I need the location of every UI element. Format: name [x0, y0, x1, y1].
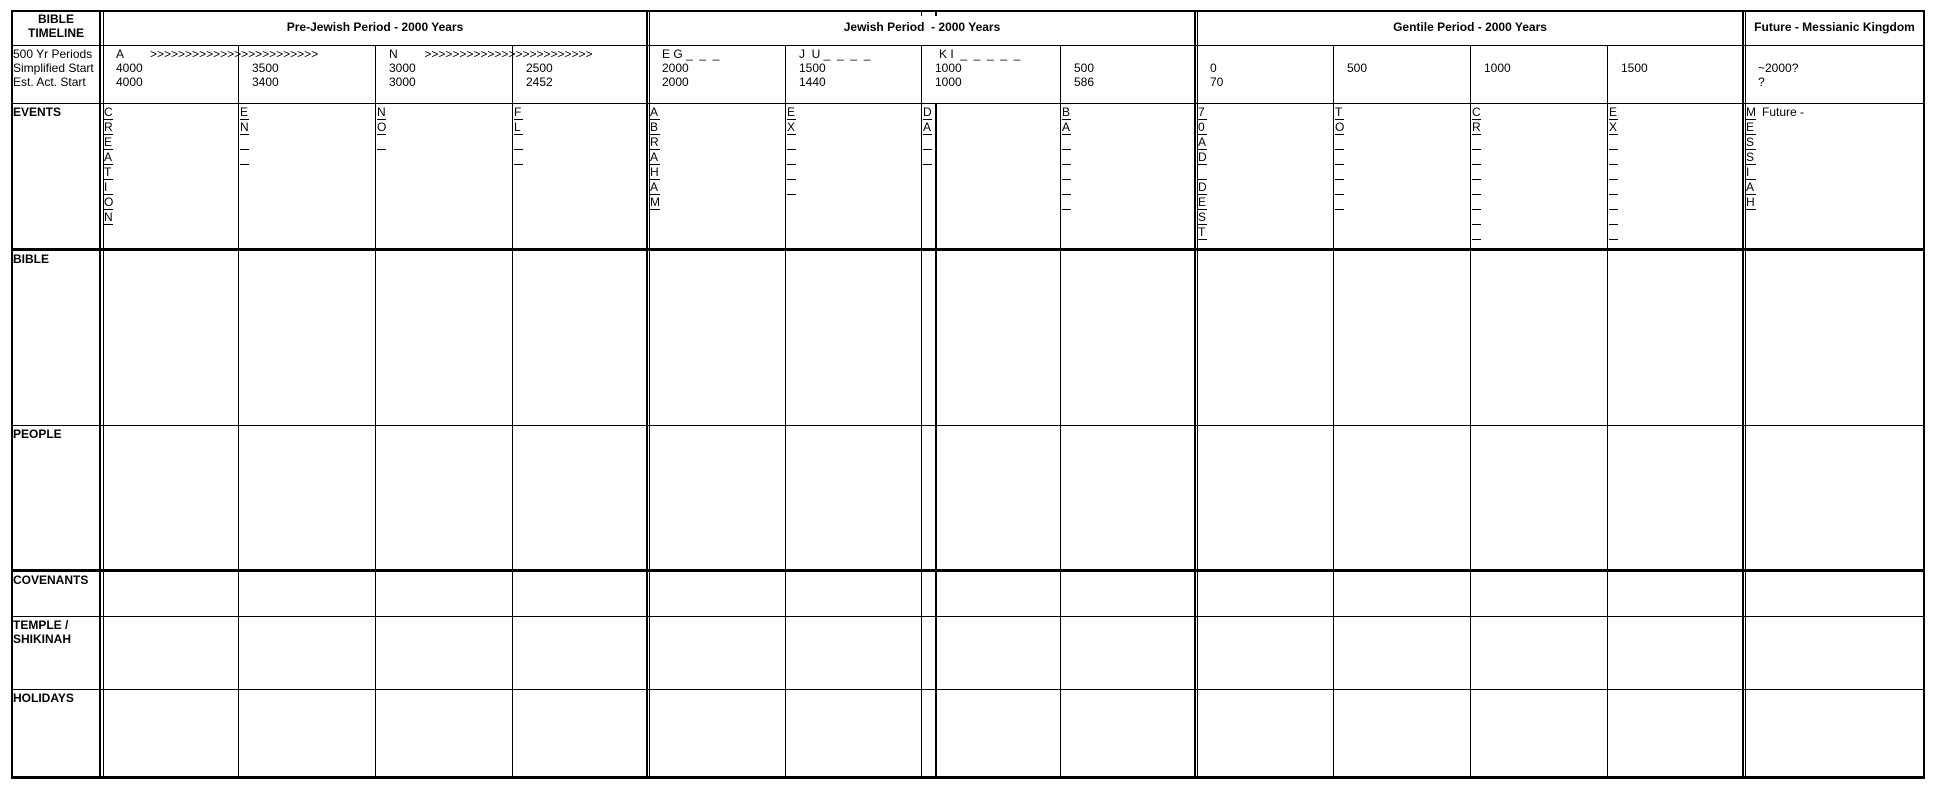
event-letters-7 — [923, 105, 932, 165]
event-letter — [1335, 150, 1344, 165]
event-letter — [1062, 195, 1071, 210]
event-letter: D — [923, 105, 932, 119]
event-letter: X — [787, 120, 796, 134]
simplified-start-13: ~2000? — [1758, 61, 1799, 75]
event-letter: N — [377, 105, 386, 119]
simplified-start-6: 1500 — [799, 61, 826, 75]
event-letter: E — [104, 135, 113, 149]
estimated-start-4: 2452 — [526, 75, 553, 89]
event-letter: O — [1335, 120, 1345, 134]
period-divider-2 — [1194, 10, 1196, 778]
frame-bottom-border — [11, 776, 1925, 779]
event-letters-10 — [1335, 105, 1344, 210]
event-letter: T — [104, 165, 112, 179]
event-letters-13 — [1746, 105, 1756, 210]
simplified-start-3: 3000 — [389, 61, 416, 75]
simplified-start-11: 1000 — [1484, 61, 1511, 75]
column-line-8 — [1607, 45, 1608, 778]
event-letter — [377, 135, 386, 150]
estimated-start-5: 2000 — [662, 75, 689, 89]
column-line-7 — [1470, 45, 1471, 778]
frame-left-border — [11, 10, 13, 778]
event-letter — [1472, 150, 1481, 165]
event-letter: C — [104, 105, 113, 119]
event-letters-8 — [1062, 105, 1071, 210]
estimated-start-9: 70 — [1210, 75, 1224, 89]
event-letter: D — [1198, 150, 1207, 164]
event-letter: S — [1746, 150, 1755, 164]
label-simplified-start: Simplified Start — [13, 61, 94, 75]
simplified-start-7: 1000 — [935, 61, 962, 75]
event-letter — [240, 150, 249, 165]
event-letter: H — [1746, 195, 1755, 209]
label-covenants: COVENANTS — [13, 573, 89, 587]
event-letter — [1335, 180, 1344, 195]
event-letter: I — [104, 180, 113, 195]
event-letter: E — [1609, 105, 1618, 119]
event-letter — [787, 150, 796, 165]
event-letter: E — [1746, 120, 1755, 134]
event-letter — [1609, 225, 1618, 240]
estimated-start-3: 3000 — [389, 75, 416, 89]
event-letter: A — [1062, 120, 1071, 134]
event-letter — [1609, 135, 1618, 150]
label-column-divider — [99, 10, 101, 778]
period-heading-3: Gentile Period - 2000 Years — [1393, 20, 1547, 34]
event-letter: A — [650, 180, 659, 194]
column-line-jewish — [921, 45, 922, 778]
simplified-start-9: 0 — [1210, 61, 1217, 75]
event-letter — [1472, 180, 1481, 195]
row-line-events — [11, 103, 1925, 104]
column-line-2 — [375, 45, 376, 778]
simplified-start-2: 3500 — [252, 61, 279, 75]
event-letter — [1609, 210, 1618, 225]
event-letter — [1062, 180, 1071, 195]
event-letter — [1609, 180, 1618, 195]
event-letter — [923, 150, 932, 165]
event-letter: F — [514, 105, 522, 119]
event-letter: A — [650, 150, 659, 164]
label-est-act-start: Est. Act. Start — [13, 75, 86, 89]
timeline-title: BIBLE TIMELINE — [28, 12, 84, 40]
estimated-start-8: 586 — [1074, 75, 1095, 89]
event-letter: A — [923, 120, 932, 134]
event-letter: A — [650, 105, 659, 119]
event-letter — [1335, 165, 1344, 180]
event-letter — [1472, 135, 1481, 150]
event-letter — [1609, 195, 1618, 210]
event-letter — [1609, 165, 1618, 180]
simplified-start-12: 1500 — [1621, 61, 1648, 75]
event-letter: M — [650, 195, 660, 209]
column-line-6 — [1333, 45, 1334, 778]
period-name-6: J U _ _ _ _ — [799, 47, 871, 61]
event-letter: B — [1062, 105, 1071, 119]
event-letter: A — [1198, 135, 1207, 149]
row-line-covenants — [11, 569, 1925, 572]
estimated-start-6: 1440 — [799, 75, 826, 89]
simplified-start-10: 500 — [1347, 61, 1368, 75]
period-name-5: E G _ _ _ — [662, 47, 720, 61]
period-divider-3 — [1742, 10, 1744, 778]
event-letter: 0 — [1198, 120, 1207, 135]
event-letter: I — [1746, 165, 1756, 180]
label-bible: BIBLE — [13, 252, 49, 266]
event-letter: A — [104, 150, 113, 164]
event-letter — [1062, 150, 1071, 165]
label-500-yr-periods: 500 Yr Periods — [13, 47, 93, 61]
event-letter — [240, 135, 249, 150]
event-letter: E — [1198, 195, 1207, 209]
row-line-temple — [11, 616, 1925, 617]
column-line-jewish-top — [921, 10, 922, 16]
event-letters-5 — [650, 105, 660, 210]
event-letter: O — [377, 120, 387, 134]
label-events: EVENTS — [13, 105, 62, 119]
estimated-start-7: 1000 — [935, 75, 962, 89]
event-letter — [1335, 195, 1344, 210]
period-name-7: K I _ _ _ _ _ — [939, 47, 1021, 61]
event-letter: O — [104, 195, 114, 209]
event-letter: N — [240, 120, 249, 134]
estimated-start-1: 4000 — [116, 75, 143, 89]
event-letter — [923, 135, 932, 150]
event-letter: R — [104, 120, 113, 134]
row-line-holidays — [11, 689, 1925, 690]
event-letter — [1198, 165, 1207, 180]
event-letter: R — [650, 135, 659, 149]
event-letter — [1472, 210, 1481, 225]
event-letter — [1472, 195, 1481, 210]
period-name-3: N >>>>>>>>>>>>>>>>>>>>>>>> — [389, 47, 593, 61]
event-letters-2 — [240, 105, 249, 165]
period-heading-1: Pre-Jewish Period - 2000 Years — [286, 20, 464, 34]
estimated-start-2: 3400 — [252, 75, 279, 89]
frame-top-border — [11, 10, 1925, 12]
future-event-note: Future - — [1762, 105, 1805, 119]
event-letter — [787, 135, 796, 150]
event-letter — [514, 135, 523, 150]
event-letters-9 — [1198, 105, 1207, 240]
column-line-4 — [785, 45, 786, 778]
event-letter — [787, 180, 796, 195]
event-letter: X — [1609, 120, 1618, 134]
period-heading-2: Jewish Period - 2000 Years — [843, 20, 1001, 34]
event-letter: E — [240, 105, 249, 119]
event-letter: B — [650, 120, 659, 134]
event-letters-1 — [104, 105, 113, 225]
event-letter: 7 — [1198, 105, 1207, 120]
event-letter: L — [514, 120, 523, 135]
column-line-1 — [238, 45, 239, 778]
row-line-bible — [11, 248, 1925, 251]
label-holidays: HOLIDAYS — [13, 691, 74, 705]
column-line-3 — [512, 45, 513, 778]
event-letter — [1335, 135, 1344, 150]
event-letter: S — [1198, 210, 1207, 224]
column-line-jewish-gap-top — [935, 10, 937, 16]
frame-right-border — [1923, 10, 1925, 778]
event-letter: H — [650, 165, 659, 179]
event-letter — [787, 165, 796, 180]
simplified-start-5: 2000 — [662, 61, 689, 75]
event-letter: R — [1472, 120, 1481, 134]
event-letters-12 — [1609, 105, 1618, 240]
event-letter — [1062, 135, 1071, 150]
event-letter: D — [1198, 180, 1207, 194]
simplified-start-4: 2500 — [526, 61, 553, 75]
event-letters-4 — [514, 105, 523, 165]
event-letters-6 — [787, 105, 796, 195]
row-line-people — [11, 425, 1925, 426]
estimated-start-13: ? — [1758, 75, 1765, 89]
event-letters-3 — [377, 105, 386, 150]
period-name-1: A >>>>>>>>>>>>>>>>>>>>>>>> — [116, 47, 319, 61]
event-letter — [1472, 165, 1481, 180]
row-line-periods — [11, 45, 1925, 46]
column-line-5 — [1060, 45, 1061, 778]
label-people: PEOPLE — [13, 427, 62, 441]
simplified-start-8: 500 — [1074, 61, 1095, 75]
period-heading-4: Future - Messianic Kingdom — [1754, 20, 1915, 34]
event-letter: E — [787, 105, 796, 119]
event-letter: A — [1746, 180, 1755, 194]
event-letter: N — [104, 210, 113, 224]
column-line-jewish-gap — [935, 103, 937, 778]
event-letter: M — [1746, 105, 1756, 119]
event-letter — [1609, 150, 1618, 165]
event-letter: S — [1746, 135, 1755, 149]
event-letter: T — [1198, 225, 1206, 239]
simplified-start-1: 4000 — [116, 61, 143, 75]
period-divider-1 — [646, 10, 648, 778]
label-temple-shikinah: TEMPLE / SHIKINAH — [13, 618, 72, 646]
event-letter — [1472, 225, 1481, 240]
event-letter: C — [1472, 105, 1481, 119]
event-letter: T — [1335, 105, 1343, 119]
event-letter — [1062, 165, 1071, 180]
event-letter — [514, 150, 523, 165]
event-letters-11 — [1472, 105, 1481, 240]
